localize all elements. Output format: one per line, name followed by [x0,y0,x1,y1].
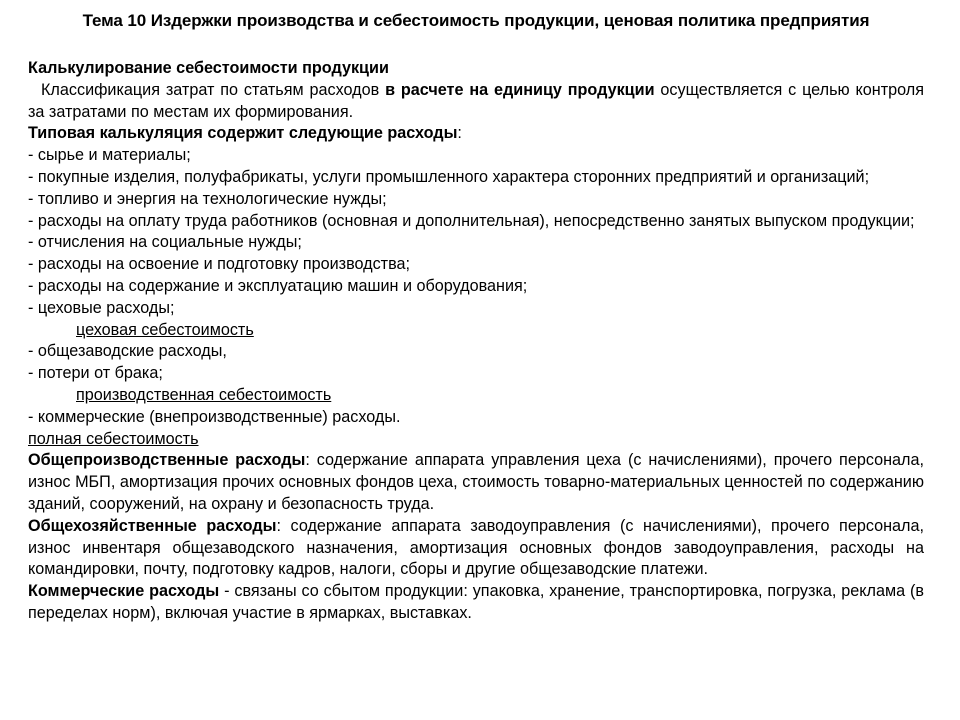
list-item: - расходы на содержание и эксплуатацию машин и оборудования; [28,276,528,295]
definition-general-business [28,516,924,581]
typical-calculation-colon: : [457,124,462,143]
intro-paragraph [28,80,924,124]
definition-commercial [28,581,924,625]
shop-cost-line [28,320,924,342]
list-item: - топливо и энергия на технологические нужды; [28,189,387,208]
slide-title: Тема 10 Издержки производства и себестоимость продукции, ценовая политика предприятия [82,11,870,30]
list-item: - расходы на освоение и подготовку производства; [28,255,411,274]
slide-body [28,58,924,625]
definition-text: - связаны со сбытом продукции: упаковка, хранение, транспортировка, погрузка, реклама (в переделах норм), включая участие в ярмарках, выставках. [28,582,924,622]
definition-term: Общепроизводственные расходы [28,451,306,470]
list-item: - покупные изделия, полуфабрикаты, услуги промышленного характера сторонних предприятий и организаций; [28,167,870,186]
section-heading: Калькулирование себестоимости продукции [28,59,389,77]
definition-term: Коммерческие расходы [28,582,220,601]
intro-text-end: осуществляется с целью контроля за затратами по местам их формирования. [28,80,924,121]
definition-text: : содержание аппарата управления цеха (с начислениями), прочего персонала, износ МБП, амортизация прочих основных фондов цеха, стоимость товарно-материальных ценностей по содержанию зданий, сооружений, на охрану и безопасность труда. [28,451,924,513]
list-item: - отчисления на социальные нужды; [28,233,302,252]
list-item: - общезаводские расходы, [28,342,227,361]
production-cost-subtotal: производственная себестоимость [76,385,332,404]
list-item: - расходы на оплату труда работников (основная и дополнительная), непосредственно занятых выпуском продукции; [28,211,915,230]
full-cost-line [28,429,924,451]
definition-text: : содержание аппарата заводоуправления (с начислениями), прочего персонала, износ инвентаря общезаводского назначения, амортизация основных фондов заводоуправления, расходы на командировки, почту, подготовку кадров, налоги, сборы и другие общезаводские платежи. [28,516,924,579]
shop-cost-subtotal: цеховая себестоимость [76,320,254,339]
definition-term: Общехозяйственные расходы [28,516,277,535]
intro-text-start: Классификация затрат по статьям расходов [41,80,386,99]
typical-calculation-bold: Типовая калькуляция содержит следующие расходы [28,124,458,143]
typical-calculation-heading [28,123,924,145]
list-item: - сырье и материалы; [28,146,191,165]
list-item: - потери от брака; [28,364,163,383]
list-item: - коммерческие (внепроизводственные) расходы. [28,407,401,426]
full-cost-total: полная себестоимость [28,429,199,448]
intro-text-bold: в расчете на единицу продукции [385,80,655,99]
production-cost-line [28,385,924,407]
list-item: - цеховые расходы; [28,298,175,317]
definition-general-production [28,450,924,515]
